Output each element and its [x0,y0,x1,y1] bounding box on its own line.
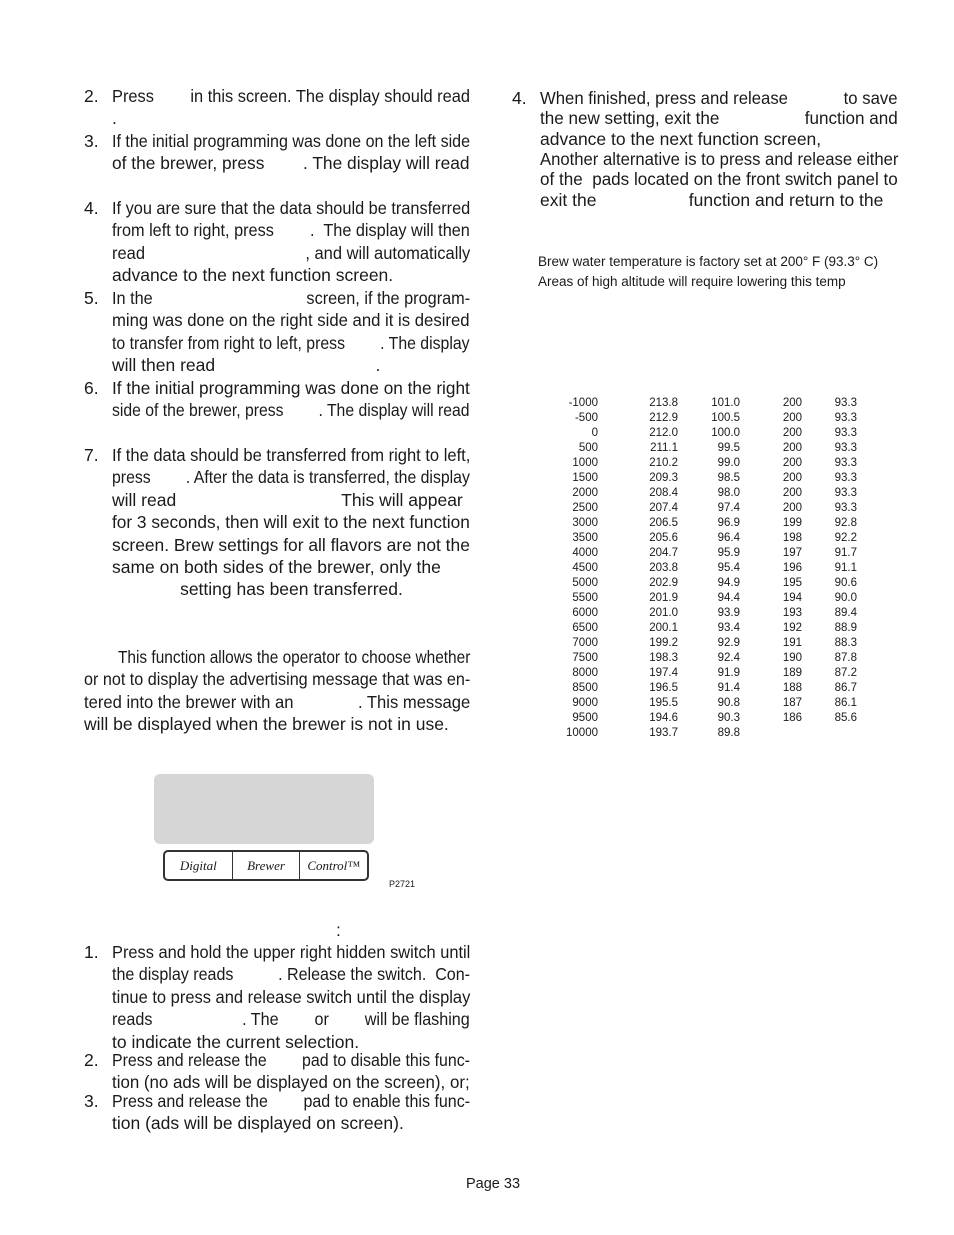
table-cell: 92.8 [834,517,857,529]
step-text-line: same on both sides of the brewer, only the [112,557,441,577]
table-cell: 195.5 [649,697,678,709]
table-cell: 186 [782,712,802,724]
table-cell: 93.9 [717,607,740,619]
table-row [560,516,857,531]
table-cell: 97.4 [717,502,740,514]
table-cell: 190 [782,652,802,664]
table-cell: 212.0 [649,427,678,439]
table-row [560,546,857,561]
paragraph-line: This function allows the operator to choose whether [84,647,471,667]
table-cell: 92.9 [717,637,740,649]
table-cell: 192 [782,622,802,634]
step-text-line: the display reads . Release the switch. Con- [112,964,471,985]
table-cell: 86.7 [834,682,857,694]
table-cell: 8500 [572,682,598,694]
step-number: 6. [84,378,99,398]
table-cell: 91.4 [717,682,740,694]
table-cell: 89.4 [834,607,857,619]
table-cell: 200.1 [649,622,678,634]
step-number: 4. [84,198,99,218]
table-cell: 100.5 [711,412,740,424]
table-row [560,411,857,426]
table-row [560,396,857,411]
table-row [560,486,857,501]
table-cell: 193 [782,607,802,619]
table-cell: 8000 [572,667,598,679]
table-cell: 200 [782,397,802,409]
table-cell: 91.1 [834,562,857,574]
table-cell: 500 [578,442,598,454]
note-line: Brew water temperature is factory set at 200° F (93.3° C) [538,254,879,269]
step-number: 1. [84,942,99,962]
table-cell: 90.0 [834,592,857,604]
table-cell: 6500 [572,622,598,634]
table-row [560,531,857,546]
section-heading-colon: : [336,920,341,940]
step-text-line: reads . The or will be flashing [112,1009,470,1030]
step-text-line: ming was done on the right side and it is desired [112,310,470,331]
table-cell: 5000 [572,577,598,589]
paragraph-line: or not to display the advertising message that was en- [84,669,471,690]
table-cell: 199 [782,517,802,529]
table-cell: 99.5 [717,442,740,454]
step-text-line: exit the function and return to the [540,189,884,210]
table-cell: 96.4 [717,532,740,544]
table-cell: 98.5 [717,472,740,484]
step-text-line: will then read . [112,355,381,376]
table-cell: 1500 [572,472,598,484]
table-cell: 197.4 [649,667,678,679]
table-cell: 85.6 [834,712,857,724]
step-text-line: tion (ads will be displayed on screen). [112,1113,404,1134]
step-text-line: If the initial programming was done on the right [112,378,470,398]
logo-brewer: Brewer [233,852,301,879]
table-row [560,591,857,606]
table-row [560,576,857,591]
table-cell: 202.9 [649,577,678,589]
table-row [560,666,857,681]
table-cell: 90.6 [834,577,857,589]
table-cell: 200 [782,427,802,439]
table-cell: 96.9 [717,517,740,529]
table-row [560,681,857,696]
step-text-line: . [112,108,117,129]
table-cell: 200 [782,442,802,454]
step-text-line: of the pads located on the front switch panel to [540,169,898,190]
step-text-line: When finished, press and release to save [540,88,898,108]
table-cell: 9000 [572,697,598,709]
step-text-line: for 3 seconds, then will exit to the next function [112,512,470,533]
table-cell: 86.1 [834,697,857,709]
note-line: Areas of high altitude will require lowering this temp [538,274,846,289]
step-text-line: from left to right, press . The display will then [112,220,470,241]
table-cell: 200 [782,412,802,424]
table-cell: 203.8 [649,562,678,574]
table-cell: 5500 [572,592,598,604]
table-cell: 194.6 [649,712,678,724]
table-cell: 2000 [572,487,598,499]
step-text-line: Press and release the pad to disable this func- [112,1050,470,1070]
table-cell: 93.4 [717,622,740,634]
step-number: 5. [84,288,99,308]
table-cell: 4000 [572,547,598,559]
step-text-line: In the screen, if the program- [112,288,471,308]
step-text-line: Press and hold the upper right hidden switch until [112,942,471,962]
table-cell: 92.4 [717,652,740,664]
table-cell: 196 [782,562,802,574]
step-number: 2. [84,1050,99,1070]
table-cell: 101.0 [711,397,740,409]
step-text-line: screen. Brew settings for all flavors are not the [112,534,470,555]
table-row [560,696,857,711]
table-cell: 93.3 [834,487,857,499]
table-cell: 10000 [566,727,598,739]
table-cell: 201.9 [649,592,678,604]
step-number: 7. [84,445,99,465]
table-cell: 99.0 [717,457,740,469]
table-cell: 200 [782,457,802,469]
table-cell: 93.3 [834,412,857,424]
table-cell: 95.9 [717,547,740,559]
table-cell: 206.5 [649,517,678,529]
figure-id: P2721 [389,879,416,889]
table-row [560,606,857,621]
table-cell: 200 [782,502,802,514]
step-text-line: read , and will automatically [112,242,471,263]
table-row [560,636,857,651]
table-cell: 201.0 [649,607,678,619]
display-screen [154,774,374,844]
step-text-line: Another alternative is to press and release either [540,148,899,169]
table-cell: 3000 [572,517,598,529]
table-cell: 93.3 [834,442,857,454]
table-cell: 189 [782,667,802,679]
table-cell: 7500 [572,652,598,664]
step-number: 2. [84,86,99,106]
table-cell: 2500 [572,502,598,514]
paragraph-line: tered into the brewer with an . This message [84,691,471,712]
table-cell: 207.4 [649,502,678,514]
table-cell: 98.0 [717,487,740,499]
step-text-line: press . After the data is transferred, the display [112,467,470,488]
step-text-line: tion (no ads will be displayed on the screen), or; [112,1072,470,1093]
step-text-line: setting has been transferred. [112,579,403,600]
table-row [560,501,857,516]
table-row [560,426,857,441]
table-cell: 100.0 [711,427,740,439]
table-cell: 89.8 [717,727,740,739]
table-cell [740,726,802,741]
table-cell: 94.4 [717,592,740,604]
table-row [560,726,857,741]
table-cell: 208.4 [649,487,678,499]
step-number: 3. [84,1091,99,1111]
table-row [560,456,857,471]
table-cell: 93.3 [834,397,857,409]
table-cell: 93.3 [834,502,857,514]
table-cell: 188 [782,682,802,694]
table-cell: 93.3 [834,457,857,469]
table-cell: 7000 [572,637,598,649]
table-cell: 205.6 [649,532,678,544]
table-cell: 198.3 [649,652,678,664]
table-row [560,651,857,666]
table-cell: 92.2 [834,532,857,544]
table-cell: 200 [782,472,802,484]
table-cell: 88.9 [834,622,857,634]
table-cell: 95.4 [717,562,740,574]
step-text-line: of the brewer, press . The display will read [112,153,470,174]
table-cell: 213.8 [649,397,678,409]
table-cell: 209.3 [649,472,678,484]
step-number: 4. [512,88,527,108]
table-cell: 211.1 [650,442,678,454]
step-text-line: If the initial programming was done on the left side [112,131,471,151]
table-cell: -500 [574,412,598,424]
step-text-line: the new setting, exit the function and [540,108,898,129]
logo-digital: Digital [165,852,233,879]
table-cell: 200 [782,487,802,499]
table-cell: 9500 [572,712,598,724]
table-row [560,561,857,576]
table-cell: 6000 [572,607,598,619]
digital-brewer-control-logo [163,850,369,881]
table-cell: 94.9 [717,577,740,589]
table-row [560,471,857,486]
step-text-line: If the data should be transferred from right to left, [112,445,471,465]
paragraph-line: will be displayed when the brewer is not in use. [84,714,449,735]
step-text-line: advance to the next function screen, [540,128,822,149]
step-number: 3. [84,131,99,151]
table-cell: 194 [782,592,802,604]
table-row [560,441,857,456]
table-cell: 87.2 [834,667,857,679]
step-text-line: to indicate the current selection. [112,1031,360,1052]
table-cell: 0 [591,427,598,439]
step-text-line: will read This will appear [112,489,463,510]
table-cell: 204.7 [649,547,678,559]
table-cell: 195 [782,577,802,589]
table-cell: 1000 [572,457,598,469]
step-text-line: Press and release the pad to enable this func- [112,1091,471,1111]
table-cell: 87.8 [834,652,857,664]
step-text-line: side of the brewer, press . The display will read [112,400,470,421]
table-cell: 212.9 [649,412,678,424]
table-cell: 90.3 [717,712,740,724]
table-cell: 187 [782,697,802,709]
table-cell: 193.7 [649,727,678,739]
step-text-line: tinue to press and release switch until the display [112,986,471,1007]
table-cell: 198 [782,532,802,544]
table-cell: 196.5 [649,682,678,694]
table-cell: 3500 [572,532,598,544]
table-cell: 93.3 [834,427,857,439]
table-cell [802,726,857,741]
table-cell: 197 [782,547,802,559]
step-text-line: Press in this screen. The display should read [112,86,470,106]
step-text-line: advance to the next function screen. [112,265,394,286]
table-cell: 93.3 [834,472,857,484]
page-number: Page 33 [466,1176,521,1192]
temperature-note [538,252,878,292]
table-cell: 91.9 [717,667,740,679]
logo-control: Control™ [307,857,361,873]
table-cell: 191 [782,637,802,649]
table-cell: 210.2 [649,457,678,469]
table-cell: 199.2 [649,637,678,649]
step-text-line: to transfer from right to left, press . The display [112,332,470,353]
table-cell: 4500 [572,562,598,574]
step-text-line: If you are sure that the data should be transferred [112,198,471,218]
table-cell: 91.7 [834,547,857,559]
table-cell: 90.8 [717,697,740,709]
table-cell: -1000 [568,397,598,409]
table-row [560,711,857,726]
altitude-temperature-table [560,396,857,741]
table-row [560,621,857,636]
table-cell: 88.3 [834,637,857,649]
